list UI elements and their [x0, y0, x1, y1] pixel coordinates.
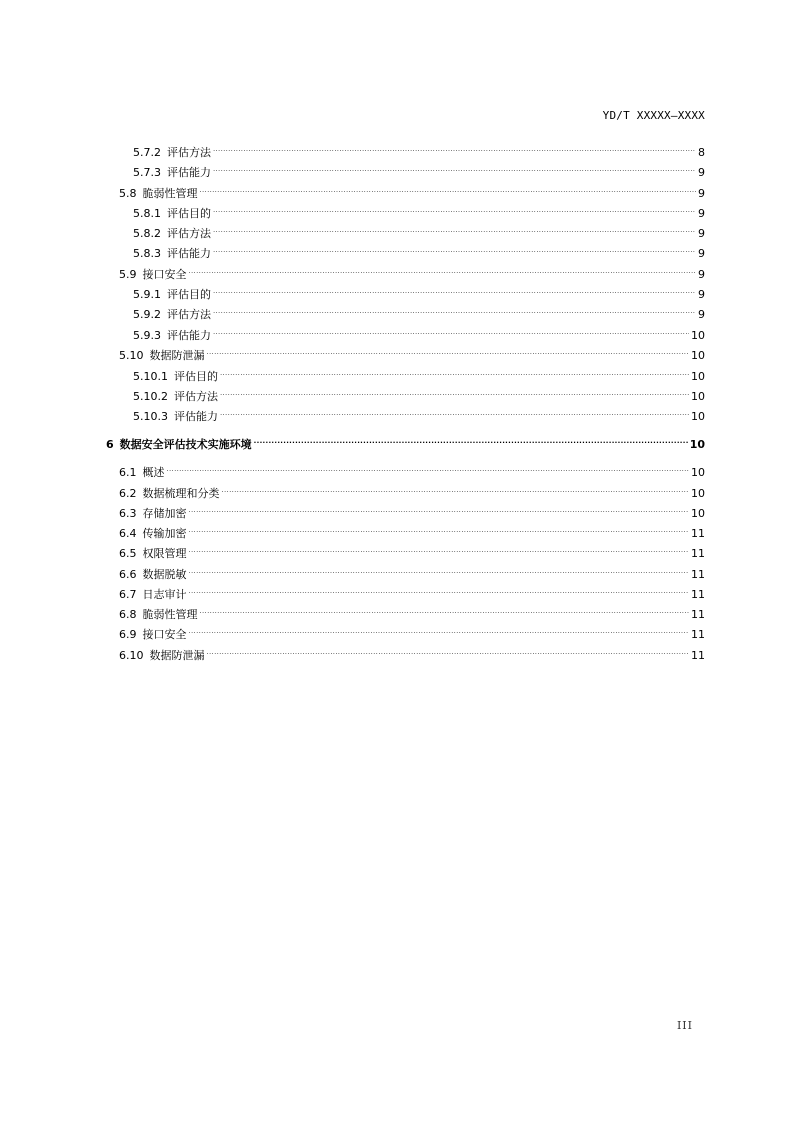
toc-dot-leader — [207, 643, 690, 659]
toc-entry-number: 5.9.3 — [133, 329, 161, 342]
toc-entry-title: 日志审计 — [142, 588, 187, 601]
toc-dot-leader — [189, 562, 690, 578]
toc-entry-title: 传输加密 — [142, 527, 187, 540]
toc-entry-6-3[interactable] — [119, 501, 705, 522]
toc-entry-5-10[interactable] — [119, 343, 705, 364]
toc-dot-leader — [207, 343, 690, 359]
toc-entry-title: 存储加密 — [142, 507, 187, 520]
toc-entry-page: 9 — [698, 207, 705, 220]
toc-entry-6-4[interactable] — [119, 521, 705, 542]
toc-entry-number: 5.10 — [119, 349, 144, 362]
toc-entry-page: 10 — [691, 507, 705, 520]
toc-entry-number: 5.10.3 — [133, 410, 168, 423]
toc-dot-leader — [213, 241, 696, 257]
toc-entry-title: 数据脱敏 — [142, 568, 187, 581]
toc-entry-number: 6.2 — [119, 487, 137, 500]
toc-dot-leader — [189, 262, 697, 278]
toc-entry-page: 10 — [689, 438, 705, 451]
toc-entry-title: 数据防泄漏 — [149, 649, 205, 662]
toc-entry-5-8-1[interactable] — [133, 201, 705, 222]
toc-dot-leader — [213, 282, 696, 298]
toc-entry-5-9[interactable] — [119, 262, 705, 283]
toc-entry-number: 5.9 — [119, 268, 137, 281]
toc-entry-title: 概述 — [142, 466, 165, 479]
toc-entry-page: 9 — [698, 166, 705, 179]
toc-entry-page: 9 — [698, 268, 705, 281]
toc-entry-number: 5.10.2 — [133, 390, 168, 403]
toc-dot-leader — [213, 201, 696, 217]
toc-entry-5-10-3[interactable] — [133, 404, 705, 425]
toc-entry-title: 评估目的 — [174, 370, 218, 383]
toc-dot-leader — [189, 582, 690, 598]
toc-entry-title: 脆弱性管理 — [142, 608, 198, 621]
toc-entry-number: 5.7.3 — [133, 166, 161, 179]
toc-entry-title: 评估能力 — [167, 166, 211, 179]
toc-entry-5-8-2[interactable] — [133, 221, 705, 242]
toc-entry-6-8[interactable] — [119, 602, 705, 623]
toc-entry-5-9-2[interactable] — [133, 302, 705, 323]
toc-entry-page: 9 — [698, 288, 705, 301]
toc-dot-leader — [254, 432, 688, 448]
toc-entry-page: 9 — [698, 187, 705, 200]
toc-entry-5-9-3[interactable] — [133, 323, 705, 344]
toc-entry-page: 11 — [691, 568, 705, 581]
toc-dot-leader — [213, 302, 696, 318]
toc-entry-title: 评估方法 — [167, 146, 211, 159]
toc-entry-number: 6.10 — [119, 649, 144, 662]
toc-entry-page: 11 — [691, 588, 705, 601]
toc-entry-title: 数据安全评估技术实施环境 — [119, 438, 252, 451]
toc-entry-page: 11 — [691, 608, 705, 621]
toc-entry-title: 评估目的 — [167, 288, 211, 301]
toc-dot-leader — [189, 501, 690, 517]
page-number-footer: III — [676, 1019, 693, 1032]
toc-entry-page: 11 — [691, 628, 705, 641]
toc-entry-number: 5.8.3 — [133, 247, 161, 260]
toc-entry-title: 接口安全 — [142, 268, 187, 281]
toc-entry-title: 数据梳理和分类 — [142, 487, 220, 500]
toc-entry-number: 6.6 — [119, 568, 137, 581]
toc-dot-leader — [189, 622, 690, 638]
toc-entry-number: 6.8 — [119, 608, 137, 621]
toc-entry-number: 5.10.1 — [133, 370, 168, 383]
toc-entry-6-2[interactable] — [119, 481, 705, 502]
toc-entry-number: 5.8.1 — [133, 207, 161, 220]
toc-entry-number: 6.1 — [119, 466, 137, 479]
toc-entry-title: 评估能力 — [174, 410, 218, 423]
toc-entry-title: 评估方法 — [174, 390, 218, 403]
document-code-header: YD/T XXXXX—XXXX — [602, 109, 705, 122]
toc-dot-leader — [220, 384, 689, 400]
toc-entry-number: 6.4 — [119, 527, 137, 540]
toc-entry-6-6[interactable] — [119, 562, 705, 583]
toc-entry-6-5[interactable] — [119, 541, 705, 562]
toc-entry-page: 10 — [691, 370, 705, 383]
toc-entry-page: 10 — [691, 410, 705, 423]
toc-entry-number: 5.8 — [119, 187, 137, 200]
toc-entry-page: 11 — [691, 649, 705, 662]
toc-entry-page: 11 — [691, 527, 705, 540]
toc-entry-6[interactable] — [106, 432, 705, 453]
toc-entry-page: 10 — [691, 487, 705, 500]
toc-entry-number: 5.9.2 — [133, 308, 161, 321]
toc-entry-number: 6.3 — [119, 507, 137, 520]
toc-entry-page: 9 — [698, 308, 705, 321]
toc-entry-title: 评估能力 — [167, 329, 211, 342]
toc-entry-6-9[interactable] — [119, 622, 705, 643]
toc-entry-6-7[interactable] — [119, 582, 705, 603]
toc-entry-number: 5.9.1 — [133, 288, 161, 301]
toc-entry-title: 权限管理 — [142, 547, 187, 560]
toc-dot-leader — [222, 481, 690, 497]
toc-entry-page: 11 — [691, 547, 705, 560]
toc-entry-page: 10 — [691, 349, 705, 362]
toc-dot-leader — [213, 323, 689, 339]
toc-entry-page: 10 — [691, 466, 705, 479]
toc-entry-5-10-1[interactable] — [133, 364, 705, 385]
toc-entry-number: 6.9 — [119, 628, 137, 641]
toc-dot-leader — [167, 460, 690, 476]
toc-entry-number: 6.5 — [119, 547, 137, 560]
toc-dot-leader — [189, 541, 690, 557]
toc-entry-number: 5.8.2 — [133, 227, 161, 240]
toc-entry-page: 8 — [698, 146, 705, 159]
toc-entry-number: 5.7.2 — [133, 146, 161, 159]
toc-entry-page: 9 — [698, 247, 705, 260]
toc-entry-5-7-3[interactable] — [133, 160, 705, 181]
toc-dot-leader — [213, 221, 696, 237]
toc-entry-title: 接口安全 — [142, 628, 187, 641]
toc-entry-6-1[interactable] — [119, 460, 705, 481]
toc-entry-page: 10 — [691, 329, 705, 342]
toc-entry-5-10-2[interactable] — [133, 384, 705, 405]
toc-entry-5-9-1[interactable] — [133, 282, 705, 303]
toc-dot-leader — [220, 364, 689, 380]
toc-dot-leader — [220, 404, 689, 420]
toc-entry-title: 数据防泄漏 — [149, 349, 205, 362]
toc-entry-title: 评估目的 — [167, 207, 211, 220]
toc-dot-leader — [213, 140, 696, 156]
toc-entry-title: 评估能力 — [167, 247, 211, 260]
toc-dot-leader — [200, 602, 690, 618]
toc-entry-5-8-3[interactable] — [133, 241, 705, 262]
toc-dot-leader — [213, 160, 696, 176]
toc-entry-title: 评估方法 — [167, 227, 211, 240]
toc-entry-number: 6 — [106, 438, 114, 451]
toc-entry-6-10[interactable] — [119, 643, 705, 664]
toc-entry-page: 9 — [698, 227, 705, 240]
toc-dot-leader — [189, 521, 690, 537]
toc-entry-title: 评估方法 — [167, 308, 211, 321]
toc-entry-page: 10 — [691, 390, 705, 403]
toc-entry-5-8[interactable] — [119, 181, 705, 202]
toc-dot-leader — [200, 181, 697, 197]
toc-entry-number: 6.7 — [119, 588, 137, 601]
toc-entry-5-7-2[interactable] — [133, 140, 705, 161]
toc-entry-title: 脆弱性管理 — [142, 187, 198, 200]
